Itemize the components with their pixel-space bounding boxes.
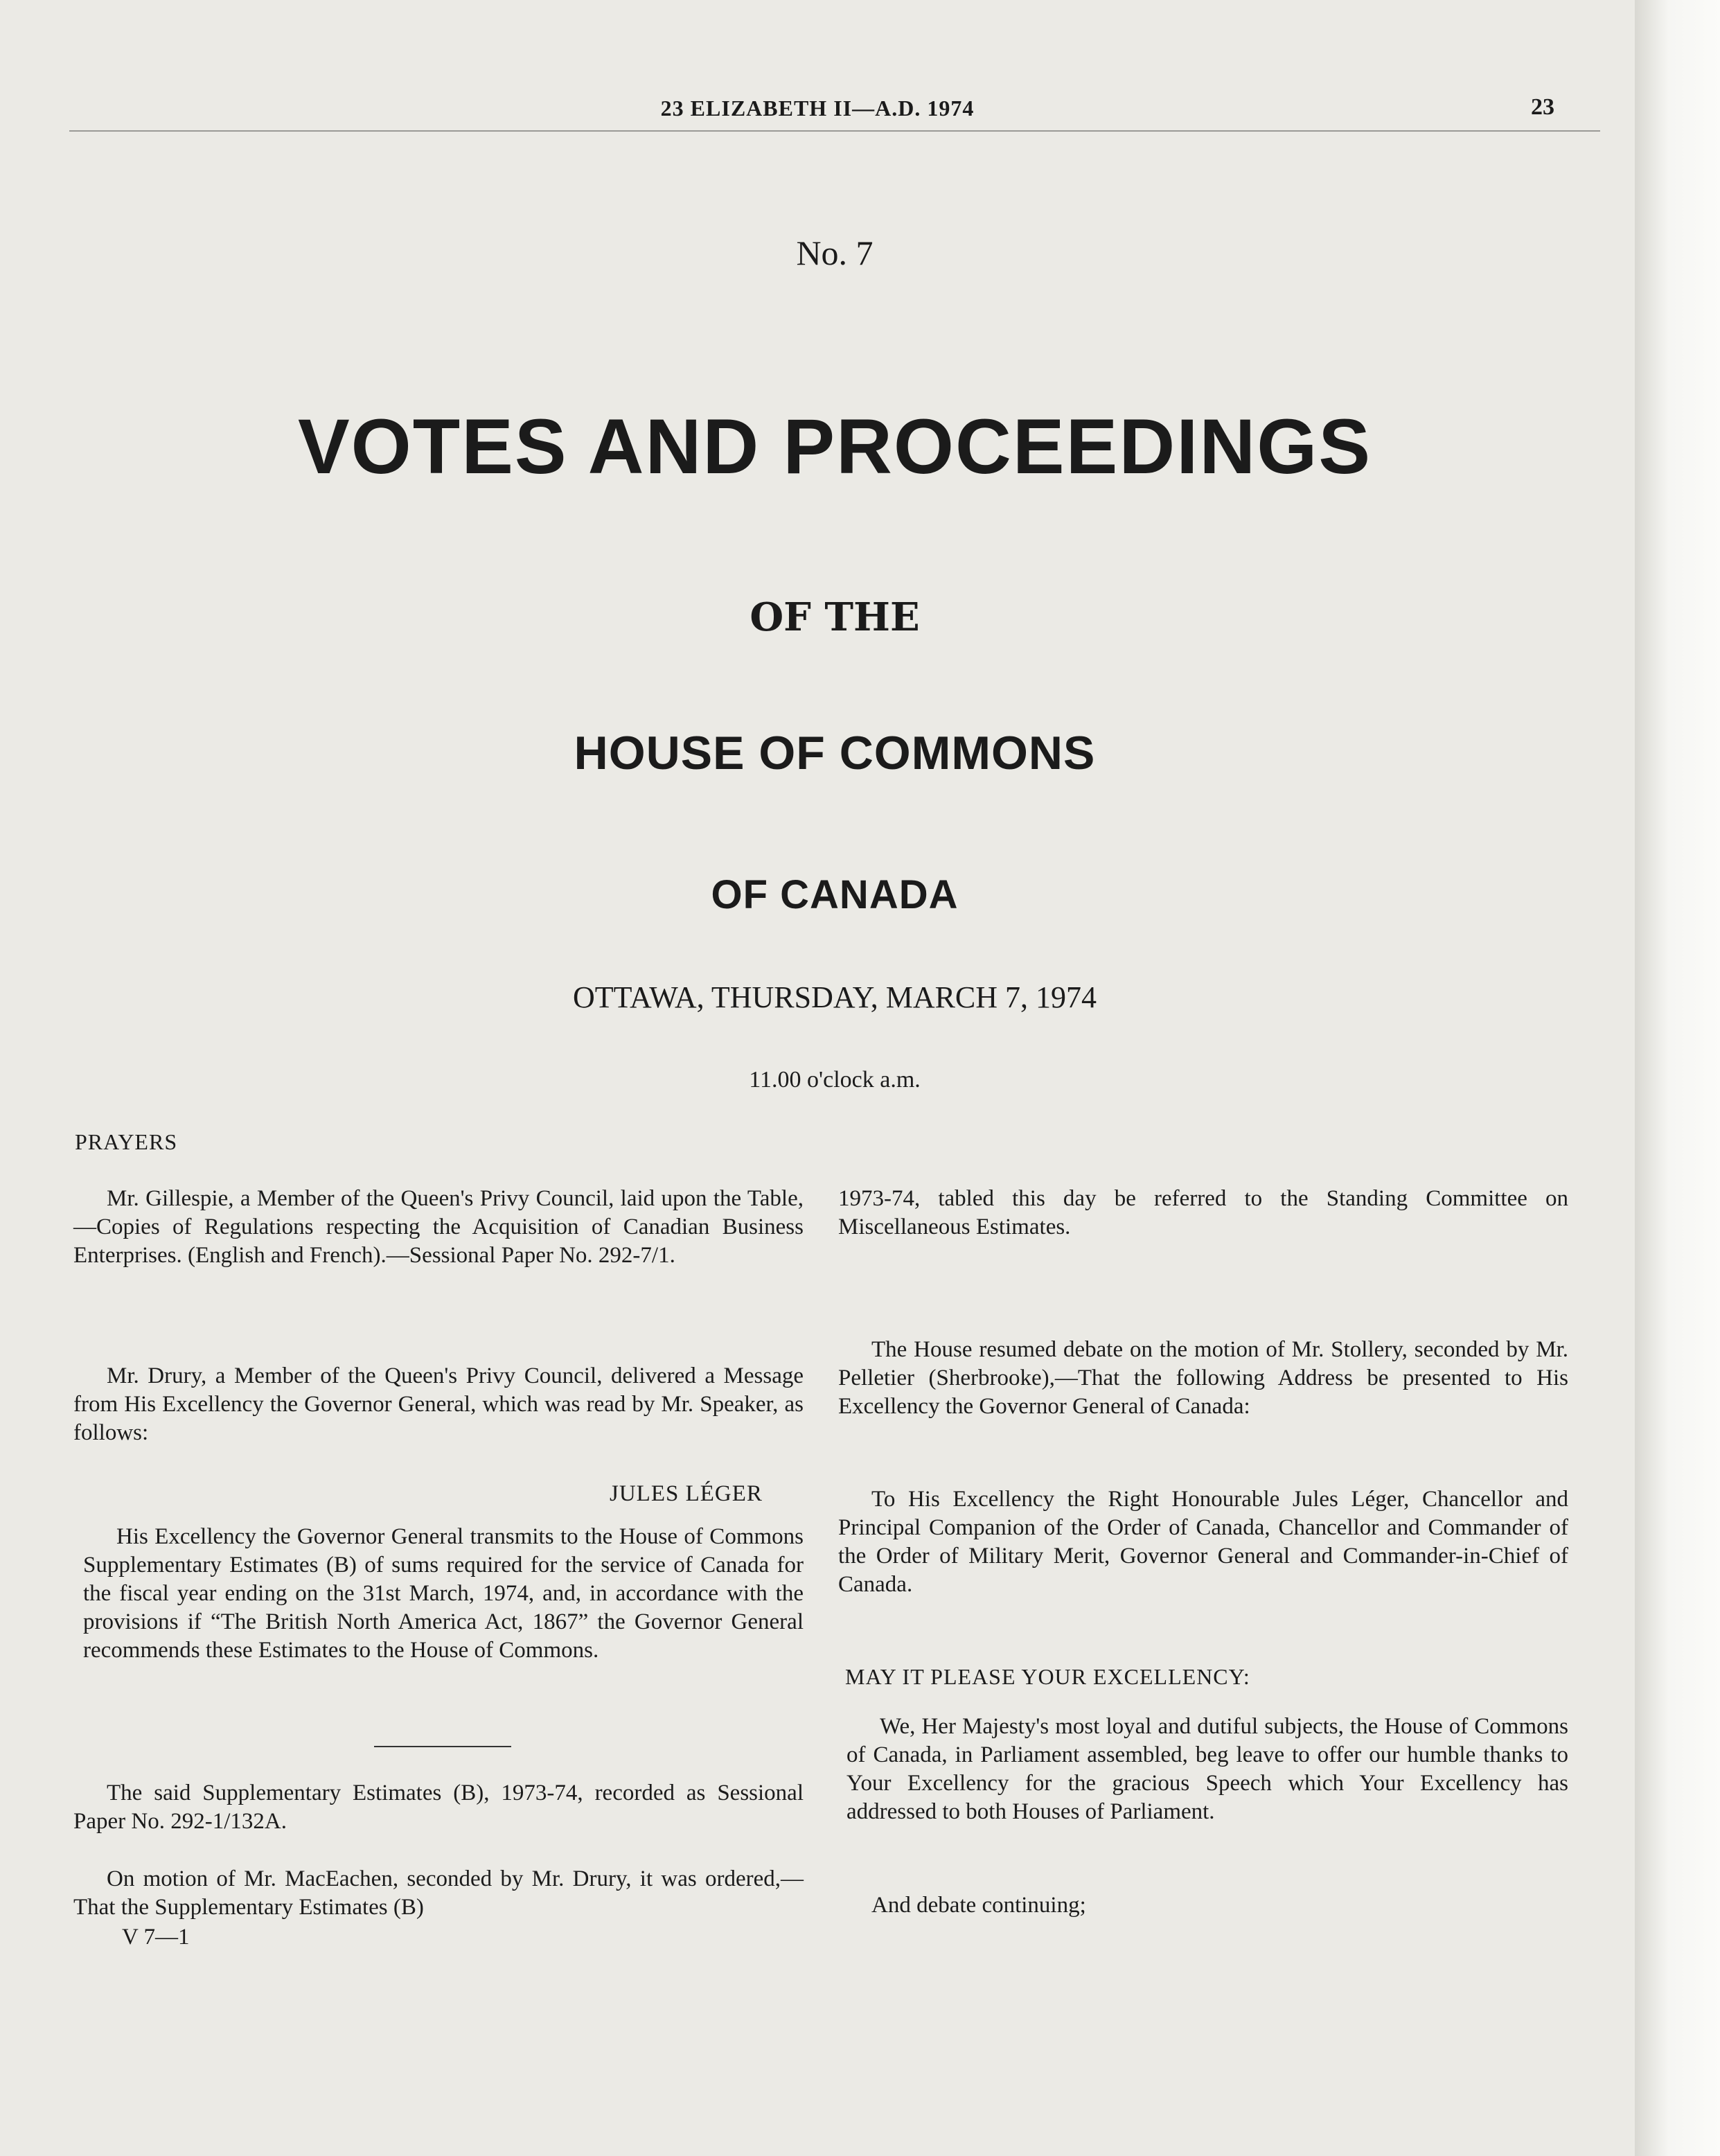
running-head: 23 ELIZABETH II—A.D. 1974	[660, 96, 975, 121]
paragraph-text: His Excellency the Governor General transmits to the House of Commons Supplementary Estimates (B) of sums required for the service of Canada for the fiscal year ending on the 31st March, 1974, and, in accordance with the provisions if “The British North America Act, 1867” the Governor General recommends these Estimates to the House of Commons.	[83, 1524, 804, 1663]
right-paragraph-5	[838, 1891, 1568, 1920]
page-code: V 7—1	[122, 1925, 190, 1950]
right-paragraph-3	[838, 1485, 1568, 1599]
paragraph-text: The House resumed debate on the motion of Mr. Stollery, seconded by Mr. Pelletier (Sherbrooke),—That the following Address be presented to His Excellency the Governor General of Canada:	[838, 1337, 1568, 1419]
paragraph-text: On motion of Mr. MacEachen, seconded by Mr. Drury, it was ordered,—That the Supplementary Estimates (B)	[73, 1866, 804, 1920]
left-paragraph-1	[73, 1185, 804, 1270]
left-paragraph-3	[83, 1523, 804, 1665]
paragraph-text: Mr. Drury, a Member of the Queen's Privy Council, delivered a Message from His Excellency the Governor General, which was read by Mr. Speaker, as follows:	[73, 1363, 804, 1445]
issue-number: No. 7	[796, 233, 874, 272]
paragraph-text: Mr. Gillespie, a Member of the Queen's Privy Council, laid upon the Table,—Copies of Regulations respecting the Acquisition of Canadian Business Enterprises. (English and French).—Sessional Paper No. 292-7/1.	[73, 1186, 804, 1268]
sitting-time: 11.00 o'clock a.m.	[749, 1067, 921, 1093]
left-paragraph-2	[73, 1362, 804, 1447]
page-title: VOTES AND PROCEEDINGS	[297, 403, 1372, 490]
header-divider	[69, 130, 1600, 132]
right-paragraph-1	[838, 1185, 1568, 1242]
paragraph-text: 1973-74, tabled this day be referred to the Standing Committee on Miscellaneous Estimates.	[838, 1186, 1568, 1239]
page-number: 23	[1531, 94, 1554, 120]
dateline: OTTAWA, THURSDAY, MARCH 7, 1974	[572, 980, 1097, 1014]
right-paragraph-2	[838, 1336, 1568, 1421]
paragraph-text: And debate continuing;	[871, 1893, 1086, 1918]
paragraph-text: We, Her Majesty's most loyal and dutiful subjects, the House of Commons of Canada, in Parliament assembled, beg leave to offer our humble thanks to Your Excellency for the gracious Speech which Your Excellency has addressed to both Houses of Parliament.	[846, 1714, 1568, 1824]
right-paragraph-4	[846, 1713, 1568, 1826]
paragraph-text: The said Supplementary Estimates (B), 1973-74, recorded as Sessional Paper No. 292-1/132A.	[73, 1781, 804, 1834]
title-of-the: OF THE	[750, 594, 920, 640]
title-house-of-commons: HOUSE OF COMMONS	[574, 727, 1096, 779]
prayers-heading: PRAYERS	[75, 1129, 178, 1154]
title-of-canada: OF CANADA	[711, 872, 959, 917]
left-paragraph-4	[73, 1779, 804, 1836]
address-heading: MAY IT PLEASE YOUR EXCELLENCY:	[845, 1664, 1250, 1689]
paragraph-text: To His Excellency the Right Honourable Jules Léger, Chancellor and Principal Companion of the Order of Canada, Chancellor and Commander of the Order of Military Merit, Governor General and Commander-in-Chief of Canada.	[838, 1487, 1568, 1597]
signature-jules-leger: JULES LÉGER	[610, 1481, 763, 1506]
left-paragraph-5	[73, 1865, 804, 1922]
section-divider	[374, 1746, 511, 1747]
